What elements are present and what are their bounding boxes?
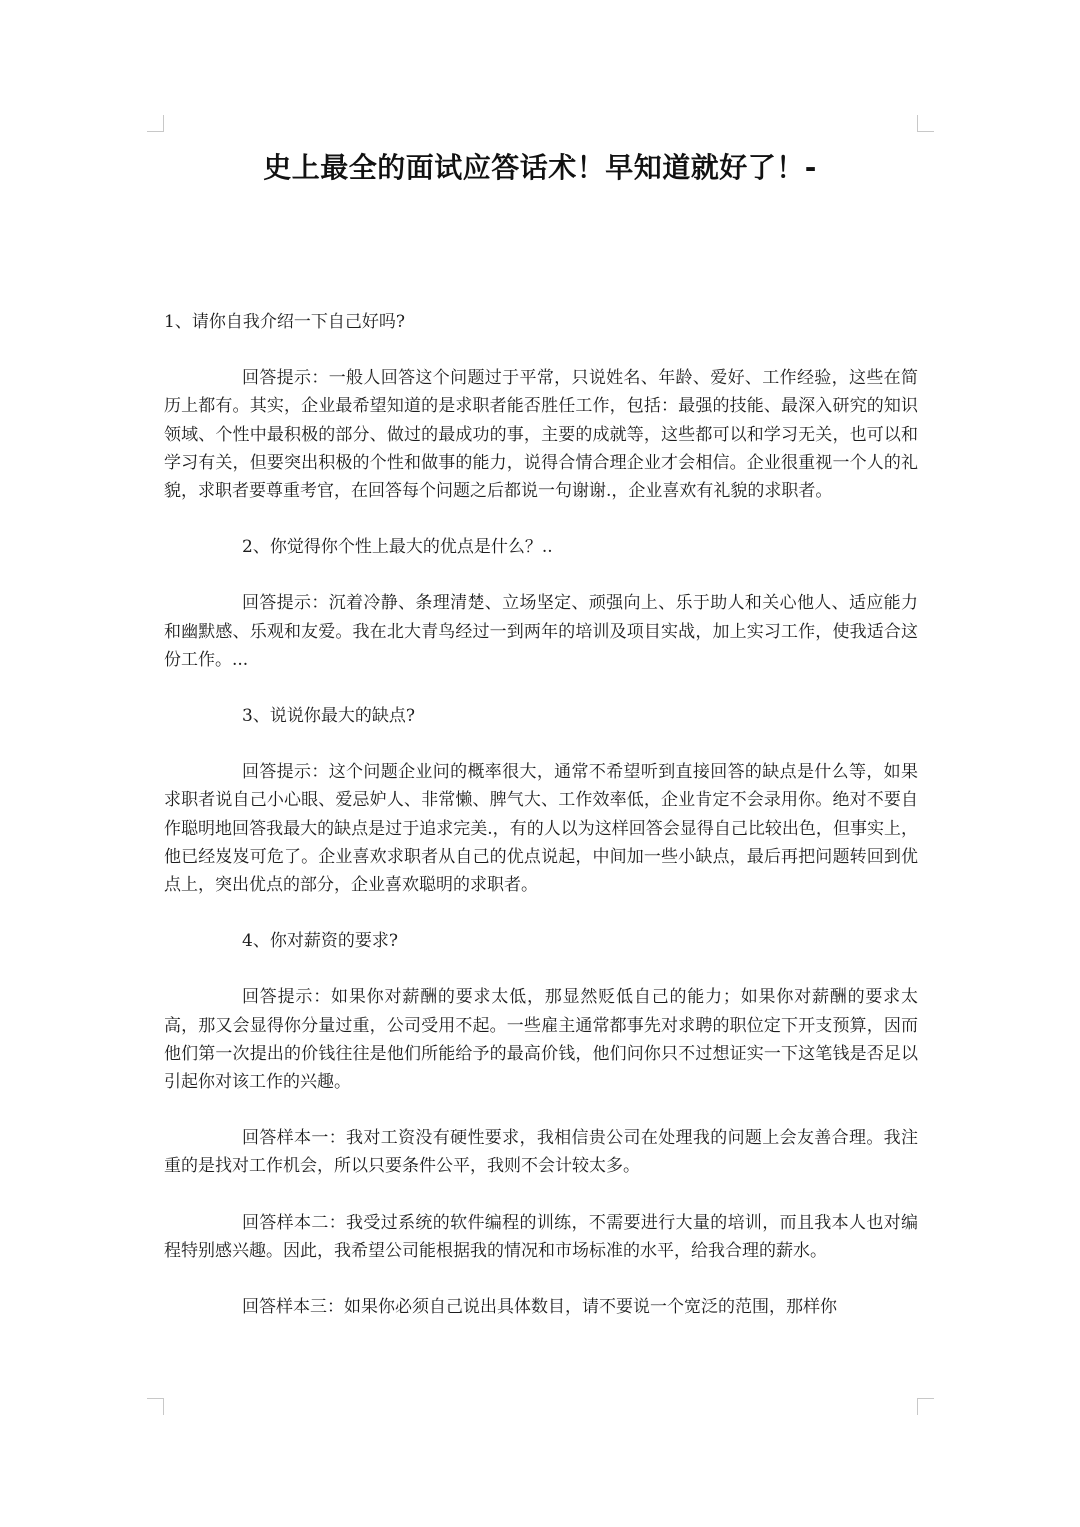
crop-mark-bottom-left — [147, 1398, 164, 1415]
crop-mark-top-right — [917, 115, 934, 132]
answer-hint-4: 回答提示：如果你对薪酬的要求太低，那显然贬低自己的能力；如果你对薪酬的要求太高，那又会显得你分量过重，公司受用不起。一些雇主通常都事先对求聘的职位定下开支预算，因而他们第一次提出的价钱往往是他们所能给予的最高价钱，他们问你只不过想证实一下这笔钱是否足以引起你对该工作的兴趣。 — [164, 987, 918, 1093]
crop-mark-top-left — [147, 115, 164, 132]
question-1: 1、请你自我介绍一下自己好吗? — [164, 312, 405, 332]
question-3: 3、说说你最大的缺点? — [242, 706, 415, 727]
answer-sample-2: 回答样本二：我受过系统的软件编程的训练，不需要进行大量的培训，而且我本人也对编程特别感兴趣。因此，我希望公司能根据我的情况和市场标准的水平，给我合理的薪水。 — [164, 1212, 918, 1261]
answer-sample-3: 回答样本三：如果你必须自己说出具体数目，请不要说一个宽泛的范围，那样你 — [242, 1297, 837, 1318]
answer-hint-3: 回答提示：这个问题企业问的概率很大，通常不希望听到直接回答的缺点是什么等，如果求职者说自己小心眼、爱忌妒人、非常懒、脾气大、工作效率低，企业肯定不会录用你。绝对不要自作聪明地回答我最大的缺点是过于追求完美.，有的人以为这样回答会显得自己比较出色，但事实上，他已经岌岌可危了。企业喜欢求职者从自己的优点说起，中间加一些小缺点，最后再把问题转回到优点上，突出优点的部分，企业喜欢聪明的求职者。 — [164, 762, 918, 896]
answer-hint-2: 回答提示：沉着冷静、条理清楚、立场坚定、顽强向上、乐于助人和关心他人、适应能力和幽默感、乐观和友爱。我在北大青鸟经过一到两年的培训及项目实战，加上实习工作，使我适合这份工作。... — [164, 593, 918, 670]
question-4: 4、你对薪资的要求? — [242, 931, 398, 952]
answer-hint-1: 回答提示：一般人回答这个问题过于平常，只说姓名、年龄、爱好、工作经验，这些在简历上都有。其实，企业最希望知道的是求职者能否胜任工作，包括：最强的技能、最深入研究的知识领域、个性中最积极的部分、做过的最成功的事，主要的成就等，这些都可以和学习无关，也可以和学习有关，但要突出积极的个性和做事的能力，说得合情合理企业才会相信。企业很重视一个人的礼貌，求职者要尊重考官，在回答每个问题之后都说一句谢谢.，企业喜欢有礼貌的求职者。 — [164, 368, 918, 502]
crop-mark-bottom-right — [917, 1398, 934, 1415]
answer-sample-1: 回答样本一：我对工资没有硬性要求，我相信贵公司在处理我的问题上会友善合理。我注重的是找对工作机会，所以只要条件公平，我则不会计较太多。 — [164, 1128, 918, 1177]
document-title: 史上最全的面试应答话术！早知道就好了！- — [263, 151, 817, 184]
document-body — [164, 308, 918, 1321]
question-2: 2、你觉得你个性上最大的优点是什么？.. — [242, 537, 553, 558]
